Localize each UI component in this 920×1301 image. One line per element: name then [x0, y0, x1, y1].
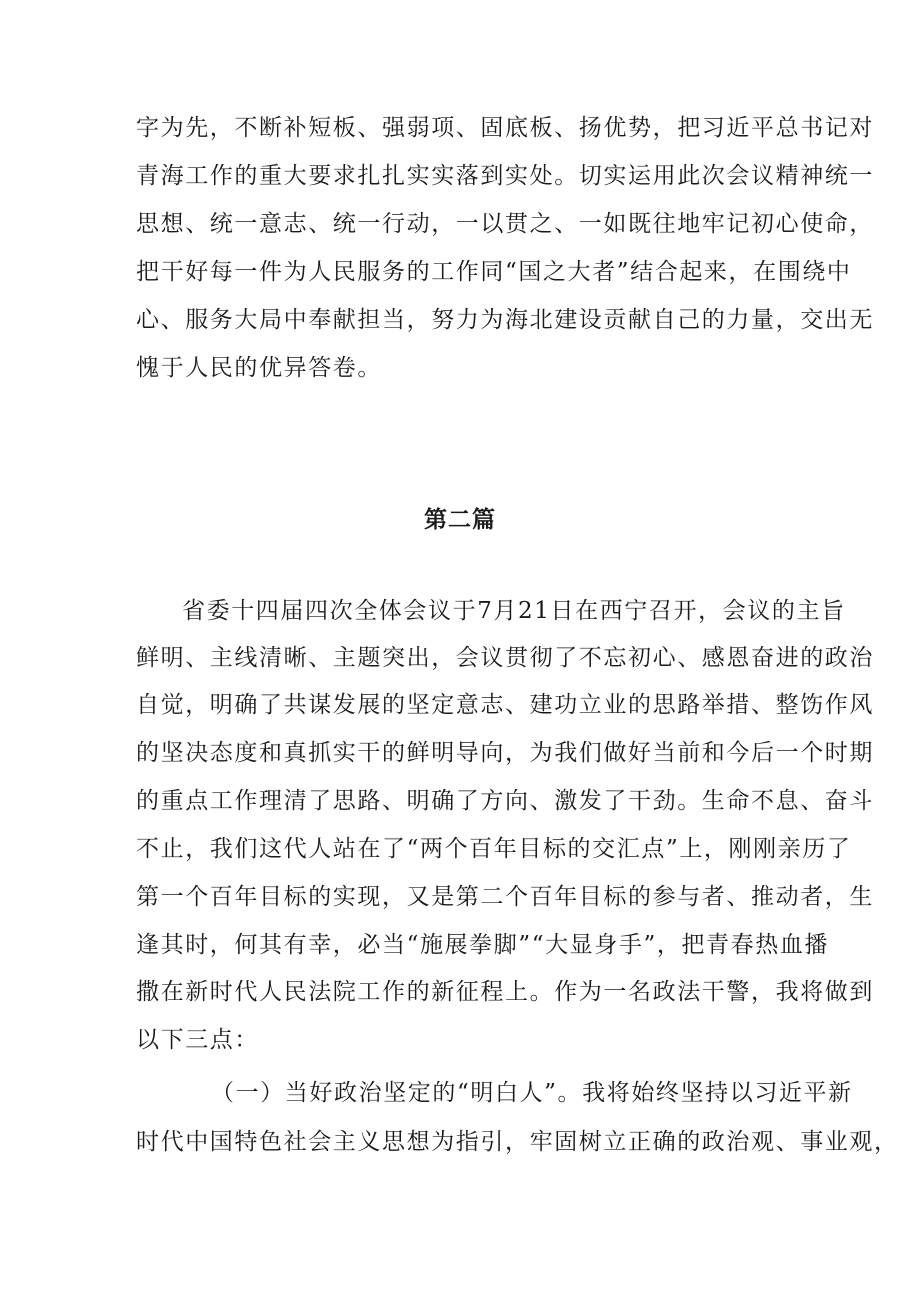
paragraph-line: 鲜明、主线清晰、主题突出，会议贯彻了不忘初心、感恩奋进的政治: [136, 645, 874, 671]
paragraph-line: 逢其时，何其有幸，必当“施展拳脚”“大显身手”，把青春热血播: [136, 932, 830, 958]
paragraph-line: 第一个百年目标的实现，又是第二个百年目标的参与者、推动者，生: [136, 884, 874, 910]
paragraph-line: 省委十四届四次全体会议于7月21日在西宁召开，会议的主旨: [182, 598, 846, 624]
paragraph-line: 自觉，明确了共谋发展的坚定意志、建功立业的思路举措、整饬作风: [136, 692, 874, 718]
section-heading: 第二篇: [424, 507, 496, 533]
paragraph-line: 不止，我们这代人站在了“两个百年目标的交汇点”上，刚刚亲历了: [136, 836, 852, 862]
paragraph-line: 心、服务大局中奉献担当，努力为海北建设贡献自己的力量，交出无: [136, 307, 874, 333]
paragraph-line: 撒在新时代人民法院工作的新征程上。作为一名政法干警，我将做到: [136, 979, 874, 1005]
paragraph-line: 思想、统一意志、统一行动，一以贯之、一如既往地牢记初心使命，: [136, 211, 874, 237]
paragraph-line: 把干好每一件为人民服务的工作同“国之大者”结合起来，在围绕中: [136, 259, 852, 285]
paragraph-line: 字为先，不断补短板、强弱项、固底板、扬优势，把习近平总书记对: [136, 115, 874, 141]
paragraph-line: 的坚决态度和真抓实干的鲜明导向，为我们做好当前和今后一个时期: [136, 740, 874, 766]
paragraph-line: 以下三点：: [136, 1027, 259, 1053]
paragraph-line: 青海工作的重大要求扎扎实实落到实处。切实运用此次会议精神统一: [136, 163, 874, 189]
paragraph-line: （一）当好政治坚定的“明白人”。我将始终坚持以习近平新: [211, 1080, 853, 1106]
paragraph-line: 的重点工作理清了思路、明确了方向、激发了干劲。生命不息、奋斗: [136, 788, 874, 814]
paragraph-line: 时代中国特色社会主义思想为指引，牢固树立正确的政治观、事业观，: [136, 1129, 899, 1155]
paragraph-line: 愧于人民的优异答卷。: [136, 355, 382, 381]
